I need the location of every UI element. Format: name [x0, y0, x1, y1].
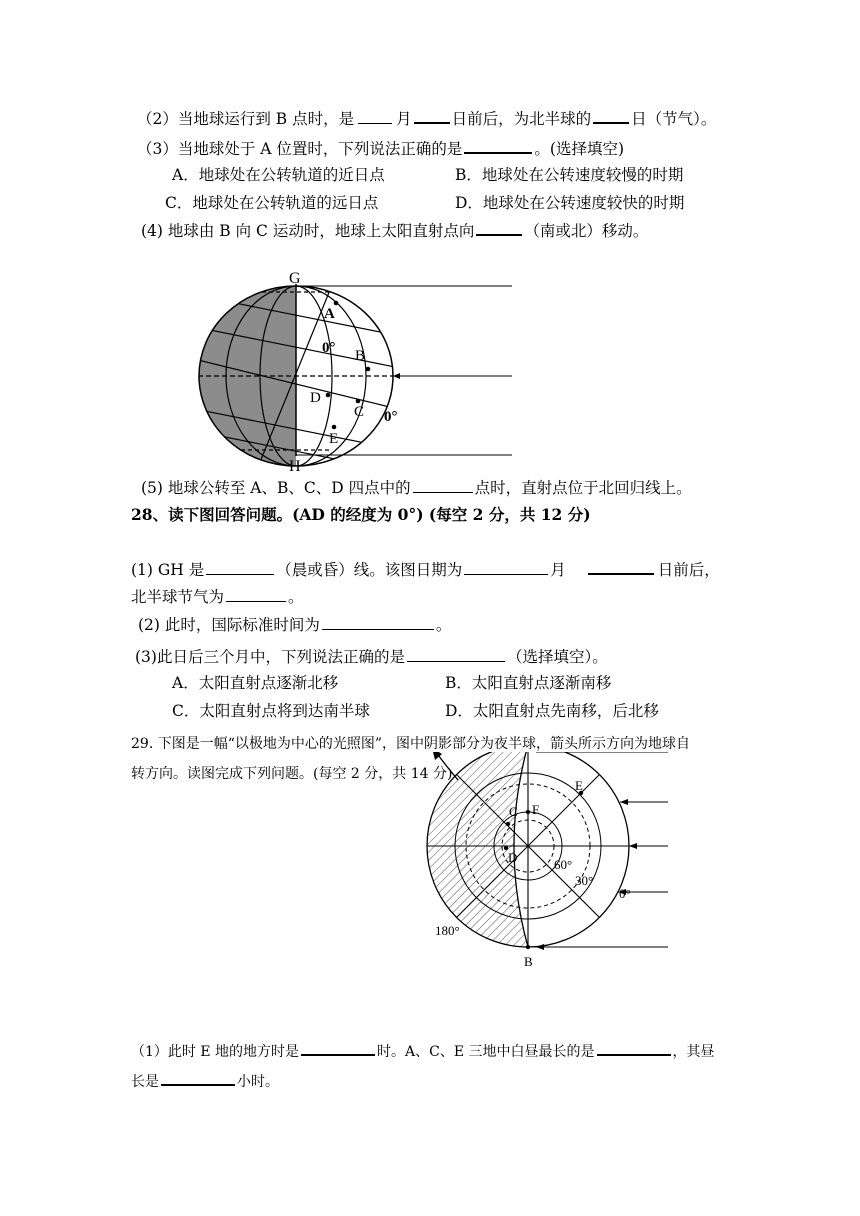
q27-option-a: A．地球处在公转轨道的近日点 — [172, 166, 385, 184]
q29-intro-line1: 29. 下图是一幅“以极地为中心的光照图”，图中阴影部分为夜半球，箭头所示方向为地球自 — [131, 736, 691, 752]
q27-part5: (5) 地球公转至 A、B、C、D 四点中的 点时，直射点位于北回归线上。 — [141, 479, 692, 497]
point-e — [332, 425, 337, 430]
q28-part1-cont: 北半球节气为 。 — [131, 588, 304, 606]
label-d: D — [508, 850, 518, 865]
label-g: G — [289, 270, 301, 287]
point-c — [356, 399, 361, 404]
blank-line-type[interactable] — [206, 559, 274, 575]
label-f: F — [532, 802, 540, 817]
point-b — [526, 945, 530, 949]
q27-part4: (4) 地球由 B 向 C 运动时，地球上太阳直射点向 （南或北）移动。 — [141, 219, 648, 241]
label-h: H — [289, 458, 301, 475]
q28-option-a: A．太阳直射点逐渐北移 — [172, 674, 339, 692]
q27-part2: （2）当地球运行到 B 点时，是 月 日前后，为北半球的 日（节气）。 — [137, 107, 716, 129]
point-c — [506, 822, 510, 826]
blank-choice-3[interactable] — [464, 137, 532, 154]
label-b: B — [355, 348, 366, 364]
label-e: E — [575, 778, 583, 793]
label-b: B — [524, 954, 533, 969]
blank-month[interactable] — [358, 108, 392, 124]
blank-term[interactable] — [593, 107, 629, 124]
label-c: C — [509, 804, 518, 819]
blank-month[interactable] — [464, 559, 548, 575]
blank-point[interactable] — [413, 477, 473, 493]
arrow-icon — [536, 944, 544, 950]
label-30deg: 30° — [575, 873, 594, 888]
label-c: C — [354, 404, 365, 420]
polar-illumination-figure — [418, 752, 668, 974]
label-180deg: 180° — [435, 923, 460, 938]
q27-option-c: C．地球处在公转轨道的远日点 — [165, 194, 379, 212]
q28-option-d: D．太阳直射点先南移，后北移 — [445, 702, 659, 720]
blank-day[interactable] — [588, 558, 654, 575]
blank-longest-day[interactable] — [597, 1039, 671, 1056]
arrow-icon — [629, 843, 637, 849]
label-0deg-2: 0° — [384, 409, 398, 425]
q28-part1: (1) GH 是 （晨或昏）线。该图日期为 月 日前后， — [131, 558, 720, 580]
label-e: E — [329, 431, 339, 447]
point-f — [526, 810, 530, 814]
point-a — [334, 301, 339, 306]
point-d — [326, 393, 331, 398]
blank-direction[interactable] — [476, 219, 522, 236]
q28-part2: (2) 此时，国际标准时间为 。 — [138, 616, 452, 634]
q28-option-b: B．太阳直射点逐渐南移 — [445, 674, 612, 692]
q28-option-c: C．太阳直射点将到达南半球 — [172, 702, 370, 720]
label-d: D — [310, 390, 321, 406]
blank-day[interactable] — [414, 107, 450, 124]
blank-local-time[interactable] — [301, 1039, 375, 1056]
q29-intro-line2: 转方向。读图完成下列问题。(每空 2 分，共 14 分) — [131, 766, 453, 782]
point-b — [366, 367, 371, 372]
label-0deg-1: 0° — [322, 340, 336, 356]
q28-part3: (3)此日后三个月中，下列说法正确的是 （选择填空）。 — [135, 648, 608, 666]
q27-option-d: D．地球处在公转速度较快的时期 — [455, 194, 685, 212]
arrow-icon — [620, 799, 628, 805]
label-60deg: 60° — [554, 857, 573, 872]
label-0deg: 0° — [619, 886, 631, 901]
arrow-icon — [393, 373, 400, 379]
q29-part1: （1）此时 E 地的地方时是 时。A、C、E 三地中白昼最长的是 ，其昼 — [131, 1039, 715, 1062]
q29-part1-cont: 长是 小时。 — [131, 1069, 279, 1092]
q28-title: 28、读下图回答问题。(AD 的经度为 0°) (每空 2 分，共 12 分) — [131, 505, 591, 524]
blank-solar-term[interactable] — [226, 586, 286, 602]
q27-option-b: B．地球处在公转速度较慢的时期 — [455, 166, 684, 184]
q27-part3: （3）当地球处于 A 位置时，下列说法正确的是 。(选择填空) — [137, 137, 624, 159]
illumination-globe-figure — [190, 262, 530, 477]
blank-day-length[interactable] — [161, 1069, 235, 1086]
blank-choice[interactable] — [407, 646, 505, 662]
blank-utc-time[interactable] — [322, 614, 434, 630]
label-a: A — [324, 306, 335, 322]
